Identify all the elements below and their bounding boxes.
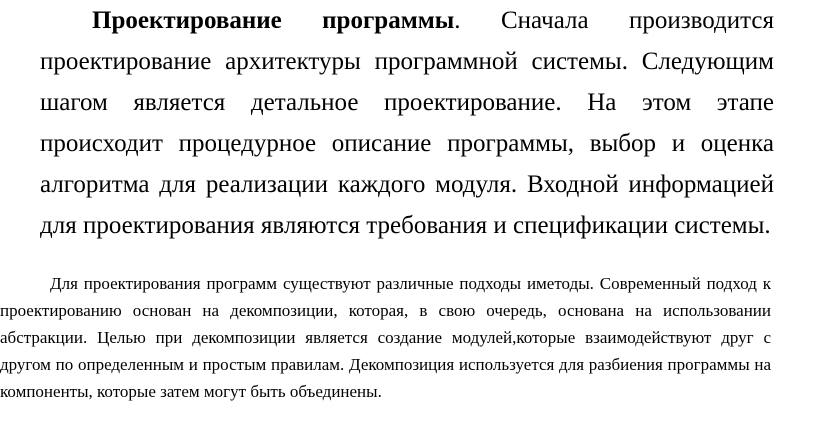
paragraph-heading: Проектирование программы	[92, 7, 455, 34]
paragraph-design-approaches: Для проектирования программ существуют различные подходы иметоды. Современный подход к проектированию основан на декомпозиции, которая, в свою очередь, основана на использовании абстракции. Целью при декомпозиции является создание модулей,которые взаимодействуют друг с другом по определенным и простым правилам. Декомпозиция используется для разбиения программы на компоненты, которые затем могут быть объединены.	[0, 274, 771, 401]
paragraph-program-design	[40, 0, 774, 246]
paragraph-body: . Сначала производится проектирование архитектуры программной системы. Следующим шагом является детальное проектирование. На этом этапе происходит процедурное описание программы, выбор и оценка алгоритма для реализации каждого модуля. Входной информацией для проектирования являются требования и спецификации системы.	[40, 7, 774, 239]
